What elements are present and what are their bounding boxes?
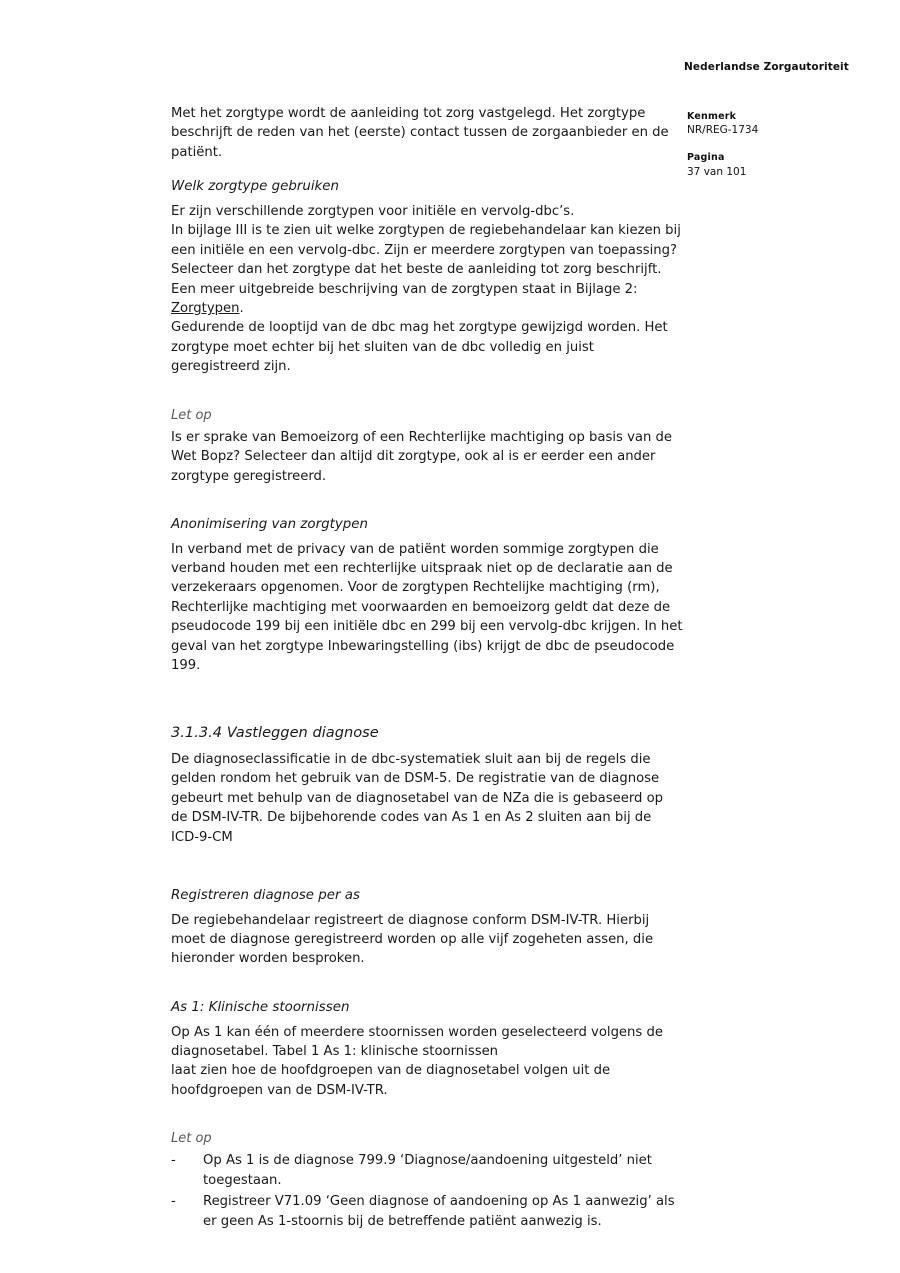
spacer <box>171 984 683 998</box>
spacer <box>171 690 683 722</box>
pagina-label: Pagina <box>687 152 725 164</box>
welk-paragraph-2 <box>171 221 683 318</box>
diagnose-paragraph: De diagnoseclassificatie in de dbc-systematiek sluit aan bij de regels die gelden rondom het gebruik van de DSM-5. De registratie van de diagnose gebeurt met behulp van de diagnosetabel van de NZa die is gebaseerd op de DSM-IV-TR. De bijbehorende codes van As 1 en As 2 sluiten aan bij de ICD-9-CM <box>171 751 664 845</box>
list-item-text: Registreer V71.09 ‘Geen diagnose of aandoening op As 1 aanwezig’ als er geen As 1-stoornis bij de betreffende patiënt aanwezig is. <box>203 1194 675 1229</box>
spacer <box>171 862 683 886</box>
spacer <box>171 501 683 515</box>
as1-paragraph-2: laat zien hoe de hoofdgroepen van de diagnosetabel volgen uit de hoofdgroepen van de DSM-IV-TR. <box>171 1063 611 1098</box>
bijlage-2-link[interactable]: Zorgtypen <box>171 300 240 316</box>
welk-paragraph-2-text-a: In bijlage III is te zien uit welke zorgtypen de regiebehandelaar kan kiezen bij een initiële en een vervolg-dbc. Zijn er meerdere zorgtypen van toepassing? Selecteer dan het zorgtype dat het beste de aanleiding tot zorg beschrijft. Een meer uitgebreide beschrijving van de zorgtypen staat in Bijlage 2: <box>171 223 681 297</box>
dash-marker: - <box>171 1153 176 1169</box>
heading-vastleggen-diagnose: 3.1.3.4 Vastleggen diagnose <box>171 724 379 742</box>
let-op-list <box>171 1151 683 1231</box>
welk-paragraph-3: Gedurende de looptijd van de dbc mag het zorgtype gewijzigd worden. Het zorgtype moet echter bij het sluiten van de dbc volledig en juist geregistreerd zijn. <box>171 320 668 375</box>
spacer <box>171 1115 683 1129</box>
heading-as-1: As 1: Klinische stoornissen <box>171 999 350 1015</box>
list-item <box>171 1192 683 1231</box>
spacer <box>171 392 683 406</box>
heading-anonimisering: Anonimisering van zorgtypen <box>171 516 368 532</box>
welk-paragraph-2-text-b: . <box>239 300 244 316</box>
organization-name: Nederlandse Zorgautoriteit <box>684 61 849 73</box>
document-metadata <box>687 110 872 193</box>
document-body <box>171 104 683 1233</box>
heading-registreren-diagnose: Registreren diagnose per as <box>171 887 360 903</box>
anonimisering-paragraph: In verband met de privacy van de patiënt worden sommige zorgtypen die verband houden met een rechterlijke uitspraak niet op de declaratie aan de verzekeraars opgenomen. Voor de zorgtypen Rechtelijke machtiging (rm), Rechterlijke machtiging met voorwaarden en bemoeizorg geldt dat deze de pseudocode 199 bij een initiële dbc en 299 bij een vervolg-dbc krijgen. In het geval van het zorgtype Inbewaringstelling (ibs) krijgt de dbc de pseudocode 199. <box>171 541 683 674</box>
registreren-paragraph: De regiebehandelaar registreert de diagnose conform DSM-IV-TR. Hierbij moet de diagnose geregistreerd worden op alle vijf zogeheten assen, die hieronder worden besproken. <box>171 912 654 967</box>
list-item <box>171 1151 683 1190</box>
kenmerk-value: NR/REG-1734 <box>687 124 759 137</box>
let-op-label-2: Let op <box>171 1131 212 1147</box>
as1-paragraph-1: Op As 1 kan één of meerdere stoornissen worden geselecteerd volgens de diagnosetabel. Tabel 1 As 1: klinische stoornissen <box>171 1024 663 1059</box>
welk-paragraph-1: Er zijn verschillende zorgtypen voor initiële en vervolg-dbc’s. <box>171 203 575 219</box>
kenmerk-block <box>687 110 872 138</box>
pagina-block <box>687 151 872 179</box>
kenmerk-label: Kenmerk <box>687 111 737 122</box>
list-item-text: Op As 1 is de diagnose 799.9 ‘Diagnose/aandoening uitgesteld’ niet toegestaan. <box>203 1153 652 1188</box>
heading-welk-zorgtype: Welk zorgtype gebruiken <box>171 179 340 195</box>
pagina-value: 37 van 101 <box>687 165 747 178</box>
let-op-paragraph-1: Is er sprake van Bemoeizorg of een Rechterlijke machtiging op basis van de Wet Bopz? Selecteer dan altijd dit zorgtype, ook al is er eerder een ander zorgtype geregistreerd. <box>171 429 672 484</box>
let-op-label-1: Let op <box>171 407 212 423</box>
dash-marker: - <box>171 1194 176 1210</box>
intro-paragraph: Met het zorgtype wordt de aanleiding tot zorg vastgelegd. Het zorgtype beschrijft de reden van het (eerste) contact tussen de zorgaanbieder en de patiënt. <box>171 106 669 160</box>
